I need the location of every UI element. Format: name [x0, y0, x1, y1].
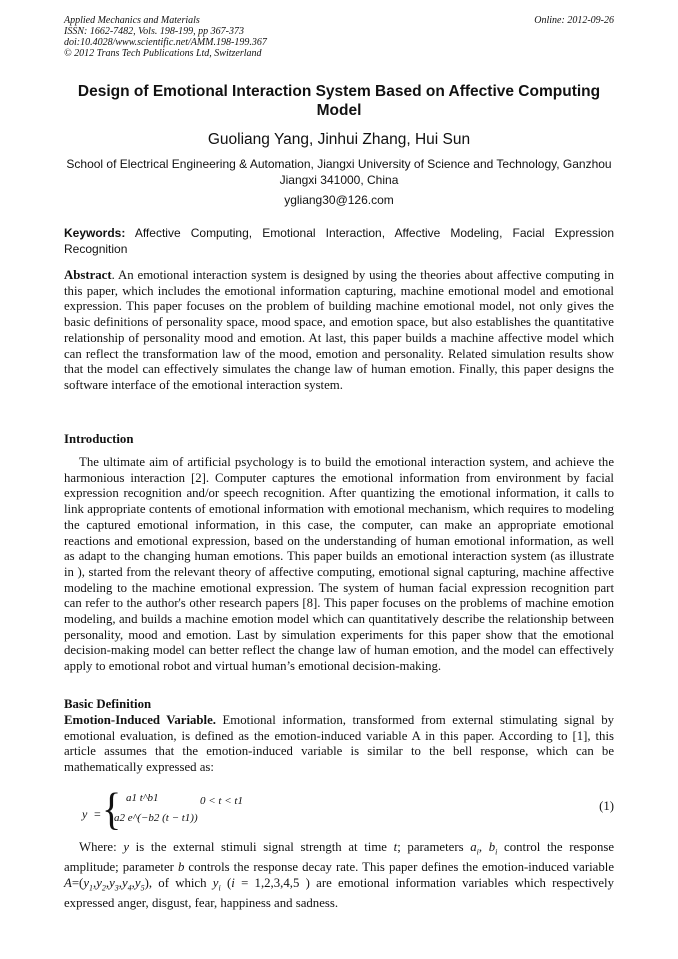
journal-name: Applied Mechanics and Materials: [64, 15, 200, 26]
basic-def-heading: Basic Definition: [64, 697, 152, 711]
keywords: [64, 226, 614, 257]
doi: doi:10.4028/www.scientific.net/AMM.198-199.367: [64, 37, 267, 48]
abstract: [64, 268, 614, 394]
intro-heading: Introduction: [64, 432, 134, 446]
paper-title: Design of Emotional Interaction System Based on Affective Computing Model: [77, 83, 601, 119]
affiliation: School of Electrical Engineering & Automation, Jiangxi University of Science and Technology, Ganzhou Jiangxi 341000, China: [66, 157, 612, 187]
abstract-text: . An emotional interaction system is designed by using the theories about affective computing in this paper, which includes the emotional information capturing, machine emotional model and emotional expression. This paper focuses on the problem of building machine emotional model, not only gives the basic definitions of personality space, mood space, and emotion space, but also establishes the quantitative relationship of personality mood and emotion. At last, this paper builds a machine affective model which can reflect the transformation law of the mood, emotion and personality. Related simulation results show that the model can effectively simulates the change law of human emotion. Finally, this paper designs the software interface of the emotional interaction system.: [64, 268, 614, 392]
term-label: Emotion-Induced Variable.: [64, 713, 216, 727]
where-p6: are emotional information variables which respectively expressed anger, disgust, fear, happiness and sadness.: [64, 875, 614, 911]
eq-number: (1): [599, 799, 614, 813]
eq-line1: a1 t^b1: [126, 792, 159, 804]
eq-line2: a2 e^(−b2 (t − t1)): [114, 812, 198, 824]
journal-header: [64, 15, 267, 59]
eq-sign: =: [94, 807, 101, 821]
basic-def-paragraph: [64, 713, 614, 776]
eq-condition: 0 < t < t1: [200, 795, 243, 807]
eq-lhs: y: [82, 807, 88, 821]
abstract-label: Abstract: [64, 268, 112, 282]
keywords-label: Keywords:: [64, 226, 126, 240]
where-p4: controls the response decay rate. This paper defines the emotion-induced variable: [184, 860, 614, 875]
where-p2: ; parameters: [397, 840, 471, 854]
where-label: Where:: [79, 840, 117, 854]
where-p5: , of which: [148, 875, 213, 890]
intro-text: The ultimate aim of artificial psychology is to build the emotional interaction system, and achieve the harmonious interaction [2]. Computer captures the emotional information from environment by facial expression recognition and/or speech recognition. After quantizing the emotional information, it calls to link appropriate contents of emotional information with emotional mechanism, which requires to modeling the captured emotional information, in this case, the computer, can make an appropriate emotional reactions and emotional expression, based on the understanding of human emotional information, as well as adapt to the changing human emotions. This paper builds an emotional interaction system (as illustrate in ), started from the relevant theory of affective computing, emotional signal capturing, machine affective modeling to the machine emotional expression. The system of human facial expression recognition part can refer to the author's other research papers [8]. This paper focuses on the problems of machine emotion modeling, and builds a machine emotion model which can quantitatively describe the relationship between personality, mood and emotion. Last by simulation experiments for this paper show that the emotional decision-making model can better reflect the change law of human emotion, and the model can effectively apply to emotional robot and virtual human’s emotional decision-making.: [64, 455, 614, 674]
where-p3: control the response amplitude; parameter: [64, 840, 615, 875]
equation-1: [64, 782, 614, 837]
authors: Guoliang Yang, Jinhui Zhang, Hui Sun: [207, 131, 471, 148]
eq-brace: {: [102, 782, 122, 835]
copyright: © 2012 Trans Tech Publications Ltd, Switzerland: [64, 48, 262, 59]
where-p1: is the external stimuli signal strength at time: [129, 840, 394, 854]
online-date: Online: 2012-09-26: [534, 15, 614, 26]
where-paragraph: Where: y is the external stimuli signal strength at time t; parameters $a_i$, $b_i$ control the response amplitude; parameter b controls the response decay rate. This paper defines the emotion-induced variable $A=(y_1,y_2,y_3,y_4,y_5)$, of which $y_i$ (i = 1,2,3,4,5 ) are emotional information variables which respectively expressed anger, disgust, fear, happiness and sadness.: [64, 840, 615, 911]
issn: ISSN: 1662-7482, Vols. 198-199, pp 367-373: [64, 26, 244, 37]
keywords-text: Affective Computing, Emotional Interaction, Affective Modeling, Facial Expression Recognition: [64, 226, 615, 256]
basic-def-text: Emotional information, transformed from external stimulating signal by emotional evaluation, is defined as the emotion-induced variable A in this paper. According to [1], this article assumes that the emotion-induced variable is similar to the bell response, which can be mathematically expressed as:: [64, 713, 614, 775]
email: ygliang30@126.com: [284, 193, 394, 207]
